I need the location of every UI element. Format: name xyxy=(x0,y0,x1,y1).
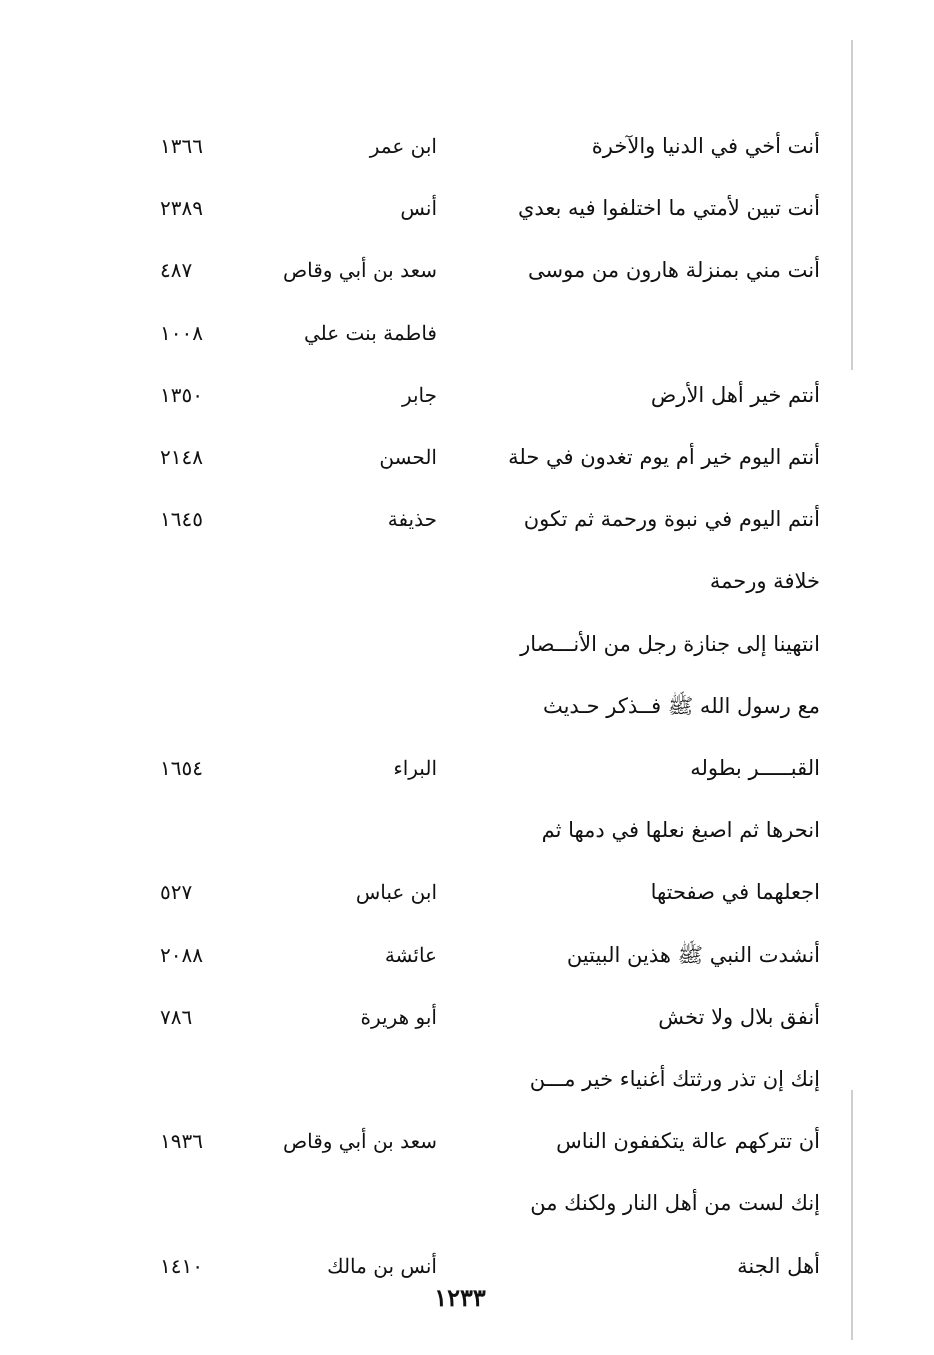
index-entry xyxy=(150,186,820,230)
hadith-number: ١٠٠٨ xyxy=(160,321,203,345)
narrator-name: سعد بن أبي وقاص xyxy=(282,1129,437,1153)
hadith-number xyxy=(160,808,240,852)
index-entry xyxy=(150,870,820,914)
hadith-text: أنتم اليوم في نبوة ورحمة ثم تكون xyxy=(523,507,820,531)
hadith-text: أنتم اليوم خير أم يوم تغدون في حلة xyxy=(508,445,820,469)
hadith-text: أنت تبين لأمتي ما اختلفوا فيه بعدي xyxy=(517,196,820,220)
index-entry xyxy=(150,1057,820,1101)
index-entry xyxy=(150,995,820,1039)
narrator-name: البراء xyxy=(393,756,437,780)
index-entry xyxy=(150,1119,820,1163)
index-entry xyxy=(150,311,820,355)
hadith-number: ٢٣٨٩ xyxy=(160,196,203,220)
hadith-number: ٤٨٧ xyxy=(160,258,193,282)
page-number: ١٢٣٣ xyxy=(434,1283,486,1312)
narrator-name xyxy=(227,622,437,666)
hadith-text: خلافة ورحمة xyxy=(709,569,820,593)
index-entry xyxy=(150,373,820,417)
index-entry xyxy=(150,124,820,168)
hadith-number: ١٦٥٤ xyxy=(160,756,203,780)
index-entry xyxy=(150,1244,820,1288)
hadith-text: أنتم خير أهل الأرض xyxy=(650,383,820,407)
narrator-name: أنس بن مالك xyxy=(327,1254,437,1278)
hadith-text: القبـــــر بطوله xyxy=(690,756,820,780)
narrator-name xyxy=(227,1057,437,1101)
hadith-number xyxy=(160,1181,240,1225)
narrator-name: حذيفة xyxy=(387,507,437,531)
hadith-text: اجعلهما في صفحتها xyxy=(650,880,820,904)
hadith-number: ٢١٤٨ xyxy=(160,445,203,469)
hadith-number: ١٣٦٦ xyxy=(160,134,203,158)
hadith-text: أنت أخي في الدنيا والآخرة xyxy=(591,134,820,158)
hadith-text: أن تتركهم عالة يتكففون الناس xyxy=(556,1129,820,1153)
hadith-text xyxy=(475,311,820,355)
narrator-name xyxy=(227,559,437,603)
hadith-number: ٧٨٦ xyxy=(160,1005,193,1029)
hadith-number: ١٤١٠ xyxy=(160,1254,203,1278)
narrator-name: عائشة xyxy=(384,943,437,967)
index-entry xyxy=(150,1181,820,1225)
narrator-name: جابر xyxy=(401,383,437,407)
index-entry xyxy=(150,933,820,977)
index-entry xyxy=(150,808,820,852)
index-entry xyxy=(150,622,820,666)
narrator-name xyxy=(227,684,437,728)
narrator-name xyxy=(227,1181,437,1225)
hadith-text: إنك لست من أهل النار ولكنك من xyxy=(530,1191,820,1215)
hadith-text: مع رسول الله ﷺ فــذكر حـديث xyxy=(542,694,820,718)
index-entry xyxy=(150,248,820,292)
hadith-number xyxy=(160,684,240,728)
hadith-text: انحرها ثم اصبغ نعلها في دمها ثم xyxy=(541,818,820,842)
narrator-name xyxy=(227,808,437,852)
hadith-text: أنشدت النبي ﷺ هذين البيتين xyxy=(566,943,820,967)
index-entry xyxy=(150,435,820,479)
hadith-number xyxy=(160,622,240,666)
index-entry xyxy=(150,497,820,541)
hadith-number xyxy=(160,1057,240,1101)
scan-edge-line xyxy=(851,1090,853,1340)
narrator-name: ابن عباس xyxy=(355,880,437,904)
hadith-text: انتهينا إلى جنازة رجل من الأنـــصار xyxy=(520,632,820,656)
index-entry xyxy=(150,684,820,728)
narrator-name: أبو هريرة xyxy=(360,1005,437,1029)
hadith-text: أنت مني بمنزلة هارون من موسى xyxy=(528,258,820,282)
hadith-number: ٢٠٨٨ xyxy=(160,943,203,967)
narrator-name: فاطمة بنت علي xyxy=(303,321,437,345)
index-entry xyxy=(150,746,820,790)
hadith-text: إنك إن تذر ورثتك أغنياء خير مـــن xyxy=(529,1067,820,1091)
hadith-number: ٥٢٧ xyxy=(160,880,193,904)
narrator-name: أنس xyxy=(400,196,437,220)
narrator-name: ابن عمر xyxy=(369,134,437,158)
narrator-name: سعد بن أبي وقاص xyxy=(282,258,437,282)
hadith-number: ١٣٥٠ xyxy=(160,383,203,407)
hadith-number: ١٩٣٦ xyxy=(160,1129,203,1153)
hadith-number xyxy=(160,559,240,603)
hadith-number: ١٦٤٥ xyxy=(160,507,203,531)
narrator-name: الحسن xyxy=(379,445,437,469)
hadith-text: أنفق بلال ولا تخش xyxy=(658,1005,820,1029)
hadith-text: أهل الجنة xyxy=(737,1254,820,1278)
scan-edge-line xyxy=(851,40,853,370)
index-entry xyxy=(150,559,820,603)
